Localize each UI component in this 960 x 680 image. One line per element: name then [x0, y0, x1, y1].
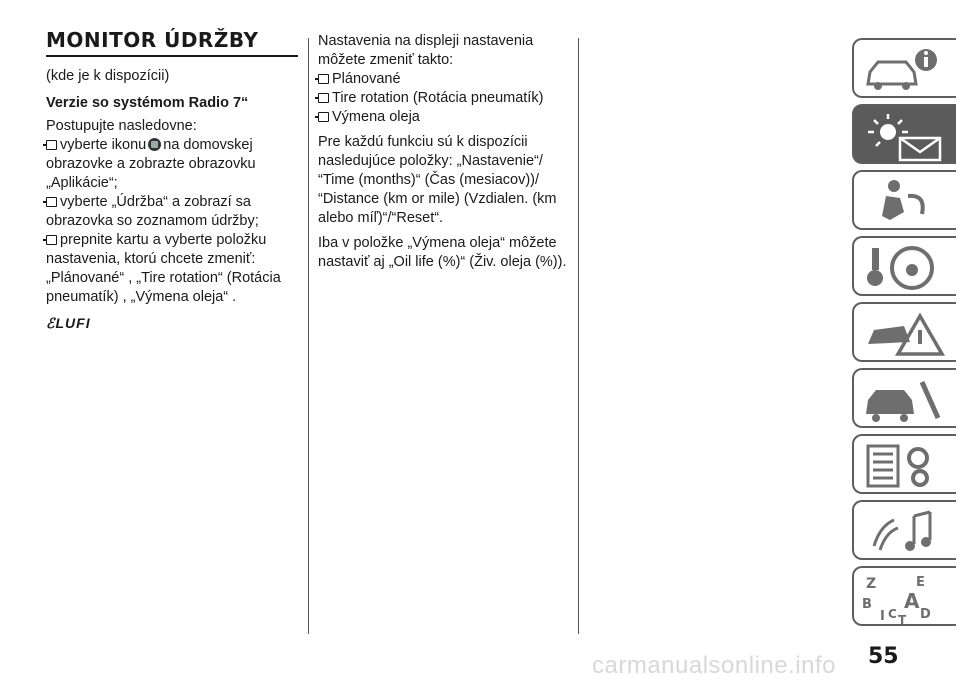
- svg-text:E: E: [916, 575, 925, 590]
- svg-text:Z: Z: [866, 576, 877, 592]
- option-1: Plánované: [318, 70, 578, 89]
- tab-emergency[interactable]: [852, 302, 956, 362]
- items-text-3: “Time (months)“ (Čas (mesiacov))/: [318, 172, 540, 188]
- accident-warning-icon: [860, 308, 950, 360]
- bullet-icon: [46, 197, 57, 207]
- tab-warning-lights[interactable]: [852, 104, 956, 164]
- watermark: carmanualsonline.info: [592, 652, 836, 679]
- airbag-seat-icon: [860, 176, 950, 228]
- svg-text:C: C: [888, 607, 897, 621]
- tab-car-info[interactable]: [852, 38, 956, 98]
- items-text-4: “Distance (km or mile) (Vzdialen. (km: [318, 191, 557, 207]
- svg-text:I: I: [880, 609, 885, 624]
- tab-maintenance[interactable]: [852, 368, 956, 428]
- radio-heading: Verzie so systémom Radio 7“: [46, 95, 249, 111]
- page-number: 55: [868, 644, 899, 669]
- items-text: Pre každú funkciu sú k dispozícii: [318, 134, 528, 150]
- option-2: Tire rotation (Rotácia pneumatík): [318, 89, 578, 108]
- svg-text:B: B: [862, 597, 872, 612]
- tab-safety[interactable]: [852, 170, 956, 230]
- app-icon: [148, 138, 161, 151]
- alphabet-index-icon: [860, 572, 950, 624]
- oil-text-2: nastaviť aj „Oil life (%)“ (Živ. oleja (%)).: [318, 254, 567, 270]
- column-divider-right: [578, 38, 579, 634]
- tab-multimedia[interactable]: [852, 500, 956, 560]
- bullet-icon: [46, 140, 57, 150]
- step-2: vyberte „Údržba“ a zobrazí sa: [46, 193, 298, 212]
- bullet-icon: [318, 74, 329, 84]
- step-1-cont: obrazovke a zobrazte obrazovku: [46, 156, 256, 172]
- car-wrench-icon: [860, 374, 950, 426]
- section-title: MONITOR ÚDRŽBY: [46, 28, 298, 57]
- tab-index[interactable]: [852, 566, 956, 626]
- bullet-icon: [46, 235, 57, 245]
- tab-technical-data[interactable]: [852, 434, 956, 494]
- bullet-icon: [318, 93, 329, 103]
- step-1-cont2: „Aplikácie“;: [46, 175, 118, 191]
- items-text-5: alebo míľ)“/“Reset“.: [318, 210, 444, 226]
- step-3-cont: nastavenia, ktorú chcete zmeniť:: [46, 251, 256, 267]
- column-divider-left: [308, 38, 309, 634]
- bullet-icon: [318, 112, 329, 122]
- subtitle: (kde je k dispozícii): [46, 68, 170, 84]
- list-gears-icon: [860, 440, 950, 492]
- svg-text:T: T: [898, 613, 907, 624]
- warning-light-mail-icon: [860, 110, 950, 162]
- intro-text: Postupujte nasledovne:: [46, 118, 197, 134]
- signature-logo: ℰLUFI: [46, 315, 91, 331]
- key-steering-icon: [860, 242, 950, 294]
- step-3: prepnite kartu a vyberte položku: [46, 231, 298, 250]
- step-3-cont2: „Plánované“ , „Tire rotation“ (Rotácia: [46, 270, 281, 286]
- svg-text:D: D: [920, 607, 931, 622]
- right-column: [318, 32, 578, 272]
- svg-text:A: A: [904, 589, 920, 613]
- oil-text: Iba v položke „Výmena oleja“ môžete: [318, 235, 557, 251]
- car-info-icon: [860, 44, 950, 96]
- left-column: [46, 28, 298, 332]
- items-text-2: nasledujúce položky: „Nastavenie“/: [318, 153, 543, 169]
- settings-text: Nastavenia na displeji nastavenia: [318, 33, 534, 49]
- step-3-cont3: pneumatík) , „Výmena oleja“ .: [46, 289, 237, 305]
- step-1: vyberte ikonu na domovskej: [46, 136, 298, 155]
- option-3: Výmena oleja: [318, 108, 578, 127]
- step-2-cont: obrazovka so zoznamom údržby;: [46, 213, 259, 229]
- music-signal-icon: [860, 506, 950, 558]
- tab-starting-driving[interactable]: [852, 236, 956, 296]
- settings-text-cont: môžete zmeniť takto:: [318, 52, 454, 68]
